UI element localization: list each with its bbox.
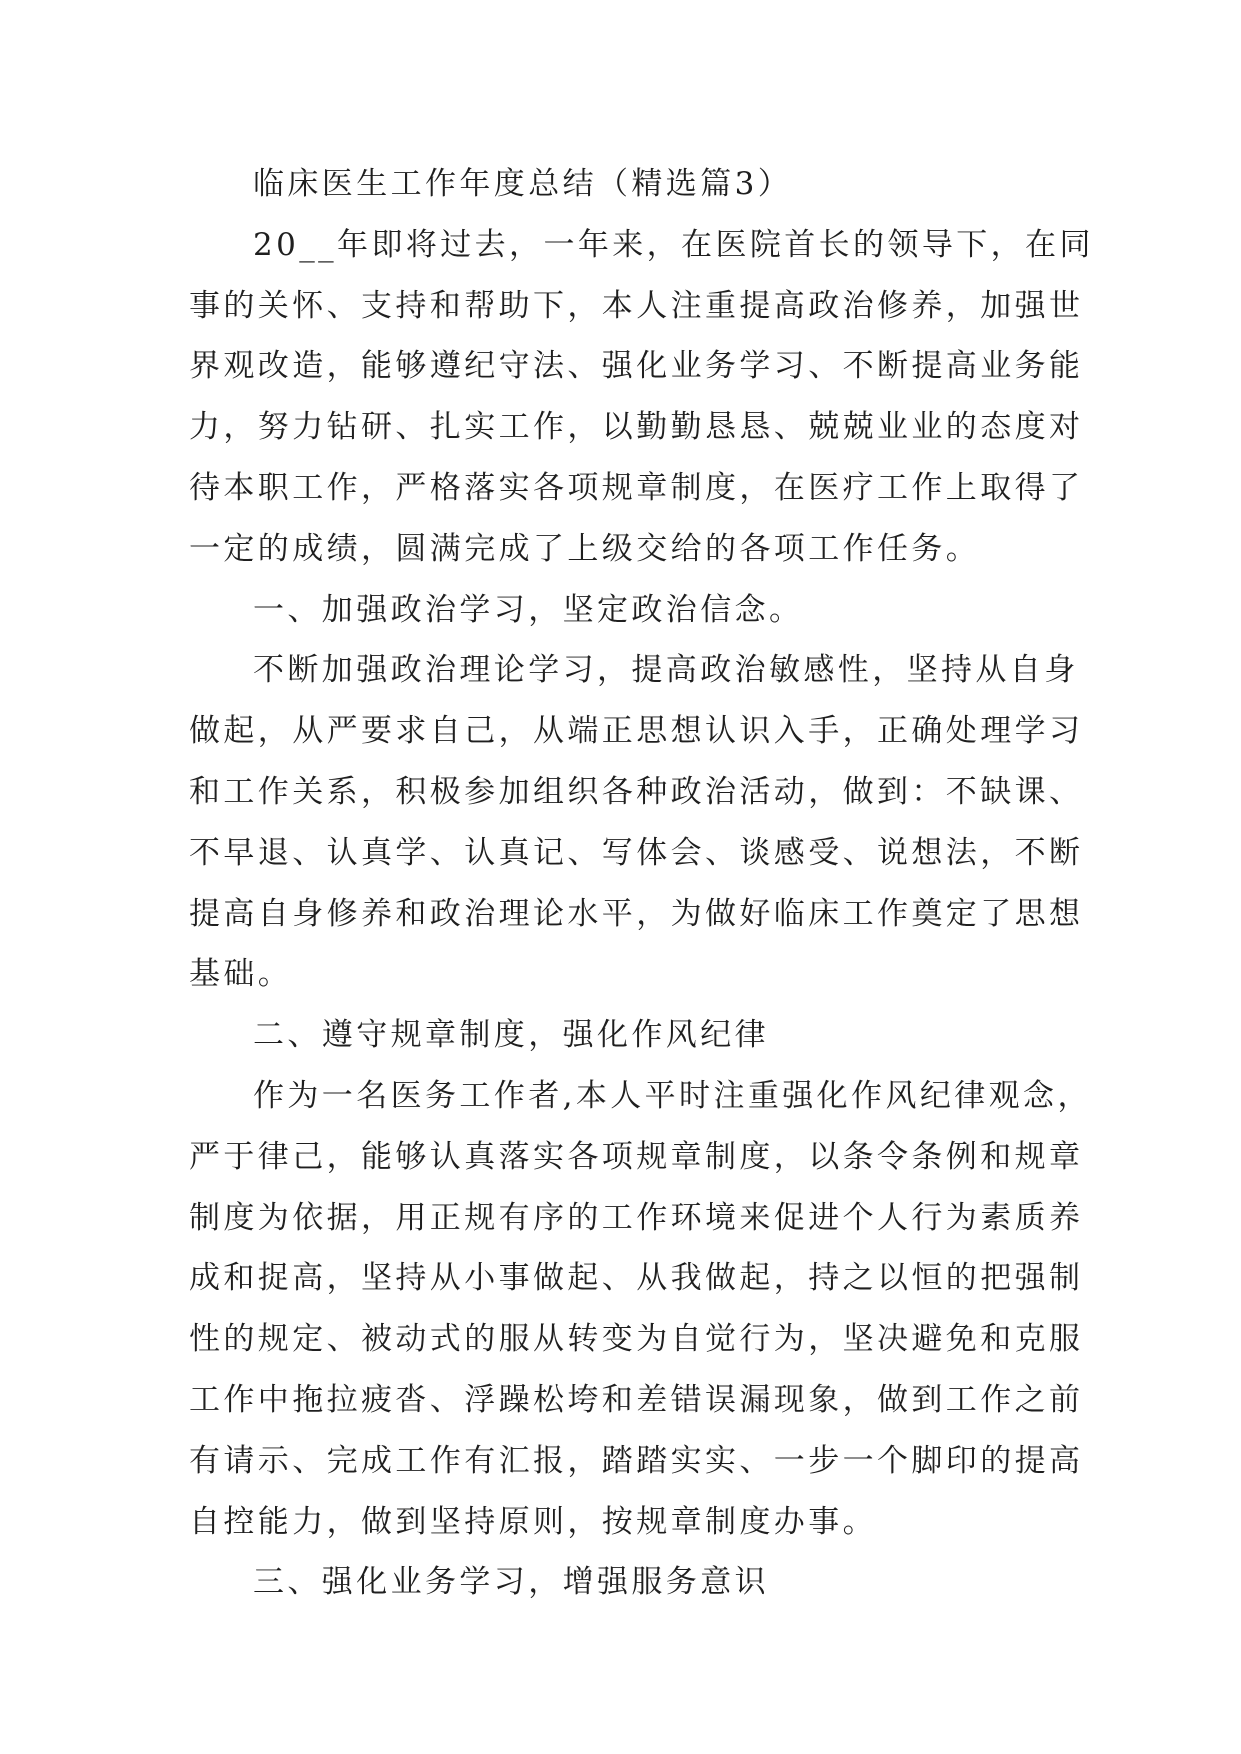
paragraph-line: 事的关怀、支持和帮助下，本人注重提高政治修养，加强世	[189, 287, 1084, 324]
paragraph-line: 和工作关系，积极参加组织各种政治活动，做到：不缺课、	[189, 773, 1084, 810]
paragraph-line: 工作中拖拉疲沓、浮躁松垮和差错误漏现象，做到工作之前	[189, 1381, 1084, 1418]
section-heading-3: 三、强化业务学习，增强服务意识	[253, 1564, 769, 1601]
paragraph-line: 成和捉高，坚持从小事做起、从我做起，持之以恒的把强制	[189, 1260, 1084, 1297]
paragraph-line: 有请示、完成工作有汇报，踏踏实实、一步一个脚印的提高	[189, 1442, 1084, 1479]
paragraph-line: 基础。	[189, 956, 293, 993]
paragraph-line: 不断加强政治理论学习，提高政治敏感性，坚持从自身	[253, 652, 1079, 689]
paragraph-line: 不早退、认真学、认真记、写体会、谈感受、说想法，不断	[189, 834, 1084, 871]
paragraph-line: 一定的成绩，圆满完成了上级交给的各项工作任务。	[189, 530, 981, 567]
section-heading-1: 一、加强政治学习，坚定政治信念。	[253, 591, 804, 628]
paragraph-line: 自控能力，做到坚持原则，按规章制度办事。	[189, 1503, 877, 1540]
paragraph-line: 性的规定、被动式的服从转变为自觉行为，坚决避免和克服	[189, 1321, 1084, 1358]
document-title: 临床医生工作年度总结（精选篇3）	[253, 166, 793, 202]
paragraph-line: 提高自身修养和政治理论水平，为做好临床工作奠定了思想	[189, 895, 1084, 932]
paragraph-line: 严于律己，能够认真落实各项规章制度，以条令条例和规章	[189, 1138, 1084, 1175]
paragraph-line: 作为一名医务工作者,本人平时注重强化作风纪律观念，	[253, 1077, 1092, 1114]
paragraph-line: 制度为依据，用正规有序的工作环境来促进个人行为素质养	[189, 1199, 1084, 1236]
section-heading-2: 二、遵守规章制度，强化作风纪律	[253, 1017, 769, 1054]
paragraph-line: 做起，从严要求自己，从端正思想认识入手，正确处理学习	[189, 713, 1084, 750]
paragraph-line: 界观改造，能够遵纪守法、强化业务学习、不断提高业务能	[189, 348, 1084, 385]
paragraph-line: 待本职工作，严格落实各项规章制度，在医疗工作上取得了	[189, 469, 1084, 506]
paragraph-line: 力，努力钻研、扎实工作，以勤勤恳恳、兢兢业业的态度对	[189, 409, 1084, 446]
paragraph-line: 20__年即将过去，一年来，在医院首长的领导下，在同	[253, 226, 1094, 263]
document-body	[189, 154, 1094, 1613]
